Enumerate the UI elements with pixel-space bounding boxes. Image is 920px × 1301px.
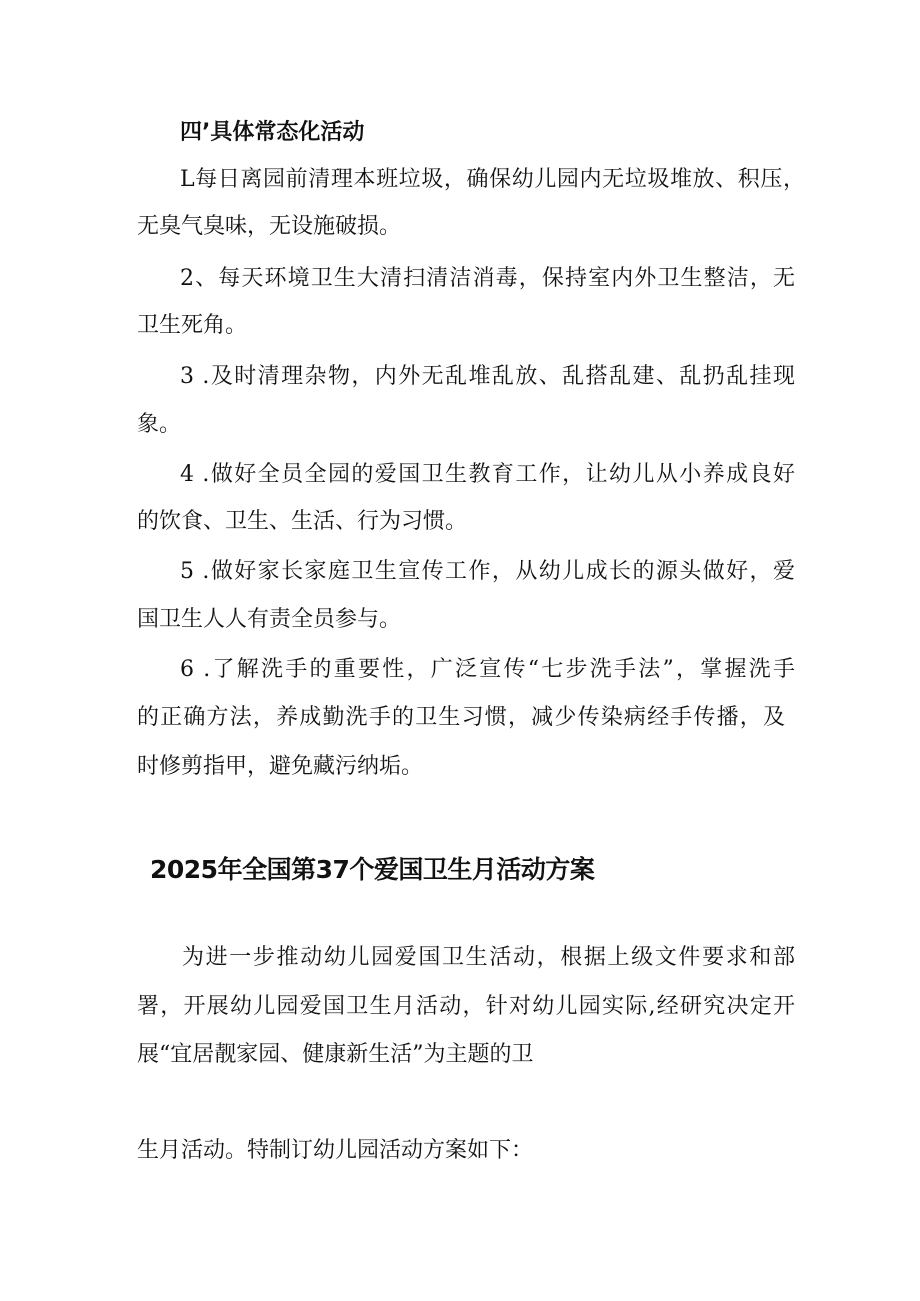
list-item-1-line-1: L每日离园前清理本班垃圾，确保幼儿园内无垃圾堆放、积压， — [180, 167, 805, 192]
list-item-5-line-1: 5 .做好家长家庭卫生宣传工作，从幼儿成长的源头做好，爱 — [180, 559, 795, 584]
continuation-line: 生月活动。特制订幼儿园活动方案如下： — [137, 1138, 534, 1163]
document-title: 2025年全国第37个爱国卫生月活动方案 — [150, 855, 595, 884]
list-item-6-line-1: 6 .了解洗手的重要性，广泛宣传“七步洗手法”，掌握洗手 — [180, 657, 795, 682]
list-item-6-line-3: 时修剪指甲，避免藏污纳垢。 — [137, 754, 424, 779]
list-item-6-line-2: 的正确方法，养成勤洗手的卫生习惯，减少传染病经手传播，及 — [137, 705, 785, 730]
list-item-3-line-2: 象。 — [137, 412, 182, 437]
list-item-1-line-2: 无臭气臭味，无设施破损。 — [137, 214, 402, 239]
list-item-4-line-2: 的饮食、卫生、生活、行为习惯。 — [137, 509, 468, 534]
intro-line-1: 为进一步推动幼儿园爱国卫生活动，根据上级文件要求和部 — [182, 945, 795, 970]
list-item-2-line-1: 2、每天环境卫生大清扫清洁消毒，保持室内外卫生整洁，无 — [180, 266, 795, 291]
list-item-2-line-2: 卫生死角。 — [137, 313, 248, 338]
list-item-5-line-2: 国卫生人人有责全员参与。 — [137, 607, 402, 632]
intro-line-2: 署，开展幼儿园爱国卫生月活动，针对幼儿园实际,经研究决定开 — [137, 994, 795, 1019]
section-heading: 四’具体常态化活动 — [180, 120, 365, 145]
list-item-3-line-1: 3 .及时清理杂物，内外无乱堆乱放、乱搭乱建、乱扔乱挂现 — [180, 364, 795, 389]
list-item-4-line-1: 4 .做好全员全园的爱国卫生教育工作，让幼儿从小养成良好 — [180, 462, 795, 487]
intro-line-3: 展“宜居靓家园、健康新生活”为主题的卫 — [137, 1042, 534, 1067]
